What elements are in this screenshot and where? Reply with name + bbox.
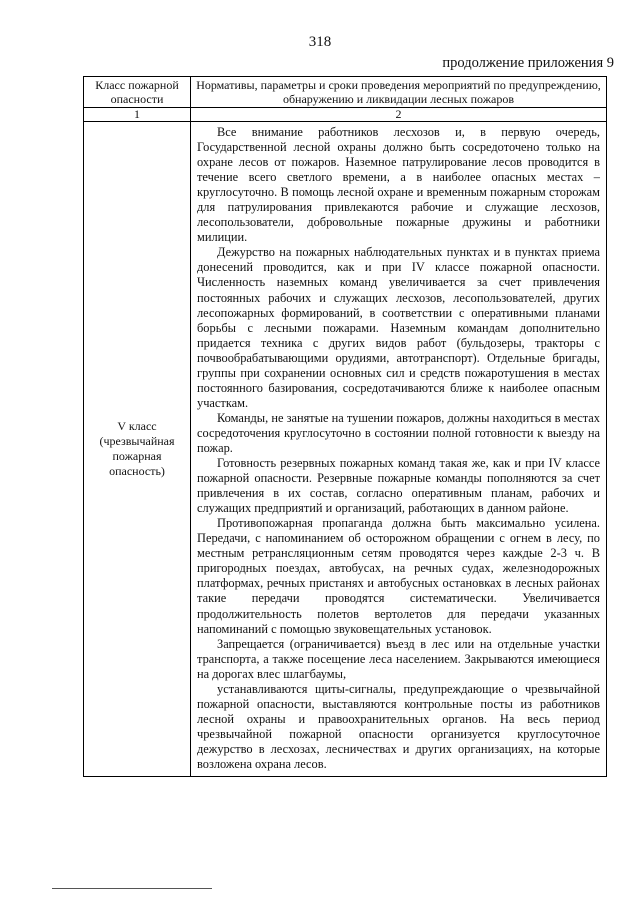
column-number-row [84,108,607,122]
header-fire-class: Класс пожарной опасности [84,77,191,108]
appendix-continuation: продолжение приложения 9 [442,55,614,71]
column-number-2: 2 [191,108,607,122]
fire-class-label: V класс (чрезвычайная пожарная опасность) [84,122,191,777]
paragraph-1: Все внимание работников лесхозов и, в первую очередь, Государственной лесной охраны должно быть сосредоточено только на охране лесов от пожаров. Наземное патрулирование лесов проводится в течение всего светлого времени, а в наиболее опасных местах – круглосуточно. В помощь лесной охране и временным пожарным сторожам для патрулирования привлекаются рабочие и служащие лесхозов, лесопользователи, добровольные пожарные дружины и работники милиции. [197,125,600,245]
column-number-1: 1 [84,108,191,122]
paragraph-3: Команды, не занятые на тушении пожаров, должны находиться в местах сосредоточения круглосуточно в состоянии полной готовности к выезду на пожар. [197,410,600,455]
paragraph-6: Запрещается (ограничивается) въезд в лес или на отдельные участки транспорта, а также посещение леса населением. Закрываются имеющиеся на дорогах влес шлагбаумы, [197,636,600,681]
page-number: 318 [308,34,332,50]
paragraph-7: устанавливаются щиты-сигналы, предупреждающие о чрезвычайной пожарной опасности, выставляются контрольные посты из работников лесной охраны и правоохранительных органов. На весь период чрезвычайной пожарной опасности организуется круглосуточное дежурство в лесхозах, лесничествах и других организациях, на которые возложена охрана лесов. [197,681,600,771]
table-header-row [84,77,607,108]
header-measures: Нормативы, параметры и сроки проведения мероприятий по предупреждению, обнаружению и ликвидации лесных пожаров [191,77,607,108]
table-row [84,122,607,777]
paragraph-5: Противопожарная пропаганда должна быть максимально усилена. Передачи, с напоминанием об осторожном обращении с огнем в лесу, по местным ретрансляционным сетям проводятся через каждые 2-3 ч. В пригородных поездах, автобусах, на речных судах, железнодорожных платформах, речных пристанях и автобусных остановках в лесных районах такие передачи проводятся систематически. Увеличивается продолжительность полетов вертолетов для передачи указанных напоминаний с помощью звуковещательных установок. [197,516,600,636]
measures-cell [191,122,607,777]
fire-danger-table [83,76,607,777]
paragraph-4: Готовность резервных пожарных команд такая же, как и при IV классе пожарной опасности. Резервные пожарные команды пополняются за счет привлечения в их состав, согласно оперативным планам, рабочих и служащих предприятий и организаций, работающих в данном районе. [197,456,600,516]
paragraph-2: Дежурство на пожарных наблюдательных пунктах и в пунктах приема донесений проводится, как и при IV классе пожарной опасности. Численность наземных команд увеличивается за счет привлечения постоянных рабочих и служащих лесхозов, лесопользователей, других лесопожарных формирований, в соответствии с оперативными планами борьбы с лесными пожарами. Наземным командам дополнительно придается техника с других видов работ (бульдозеры, тракторы с почвообрабатывающими орудиями, автотранспорт). Отдельные бригады, группы при сохранении основных сил и средств пожаротушения в местах постоянного базирования, сосредотачиваются ближе к наиболее опасным участкам. [197,245,600,410]
footnote-divider [52,888,212,889]
